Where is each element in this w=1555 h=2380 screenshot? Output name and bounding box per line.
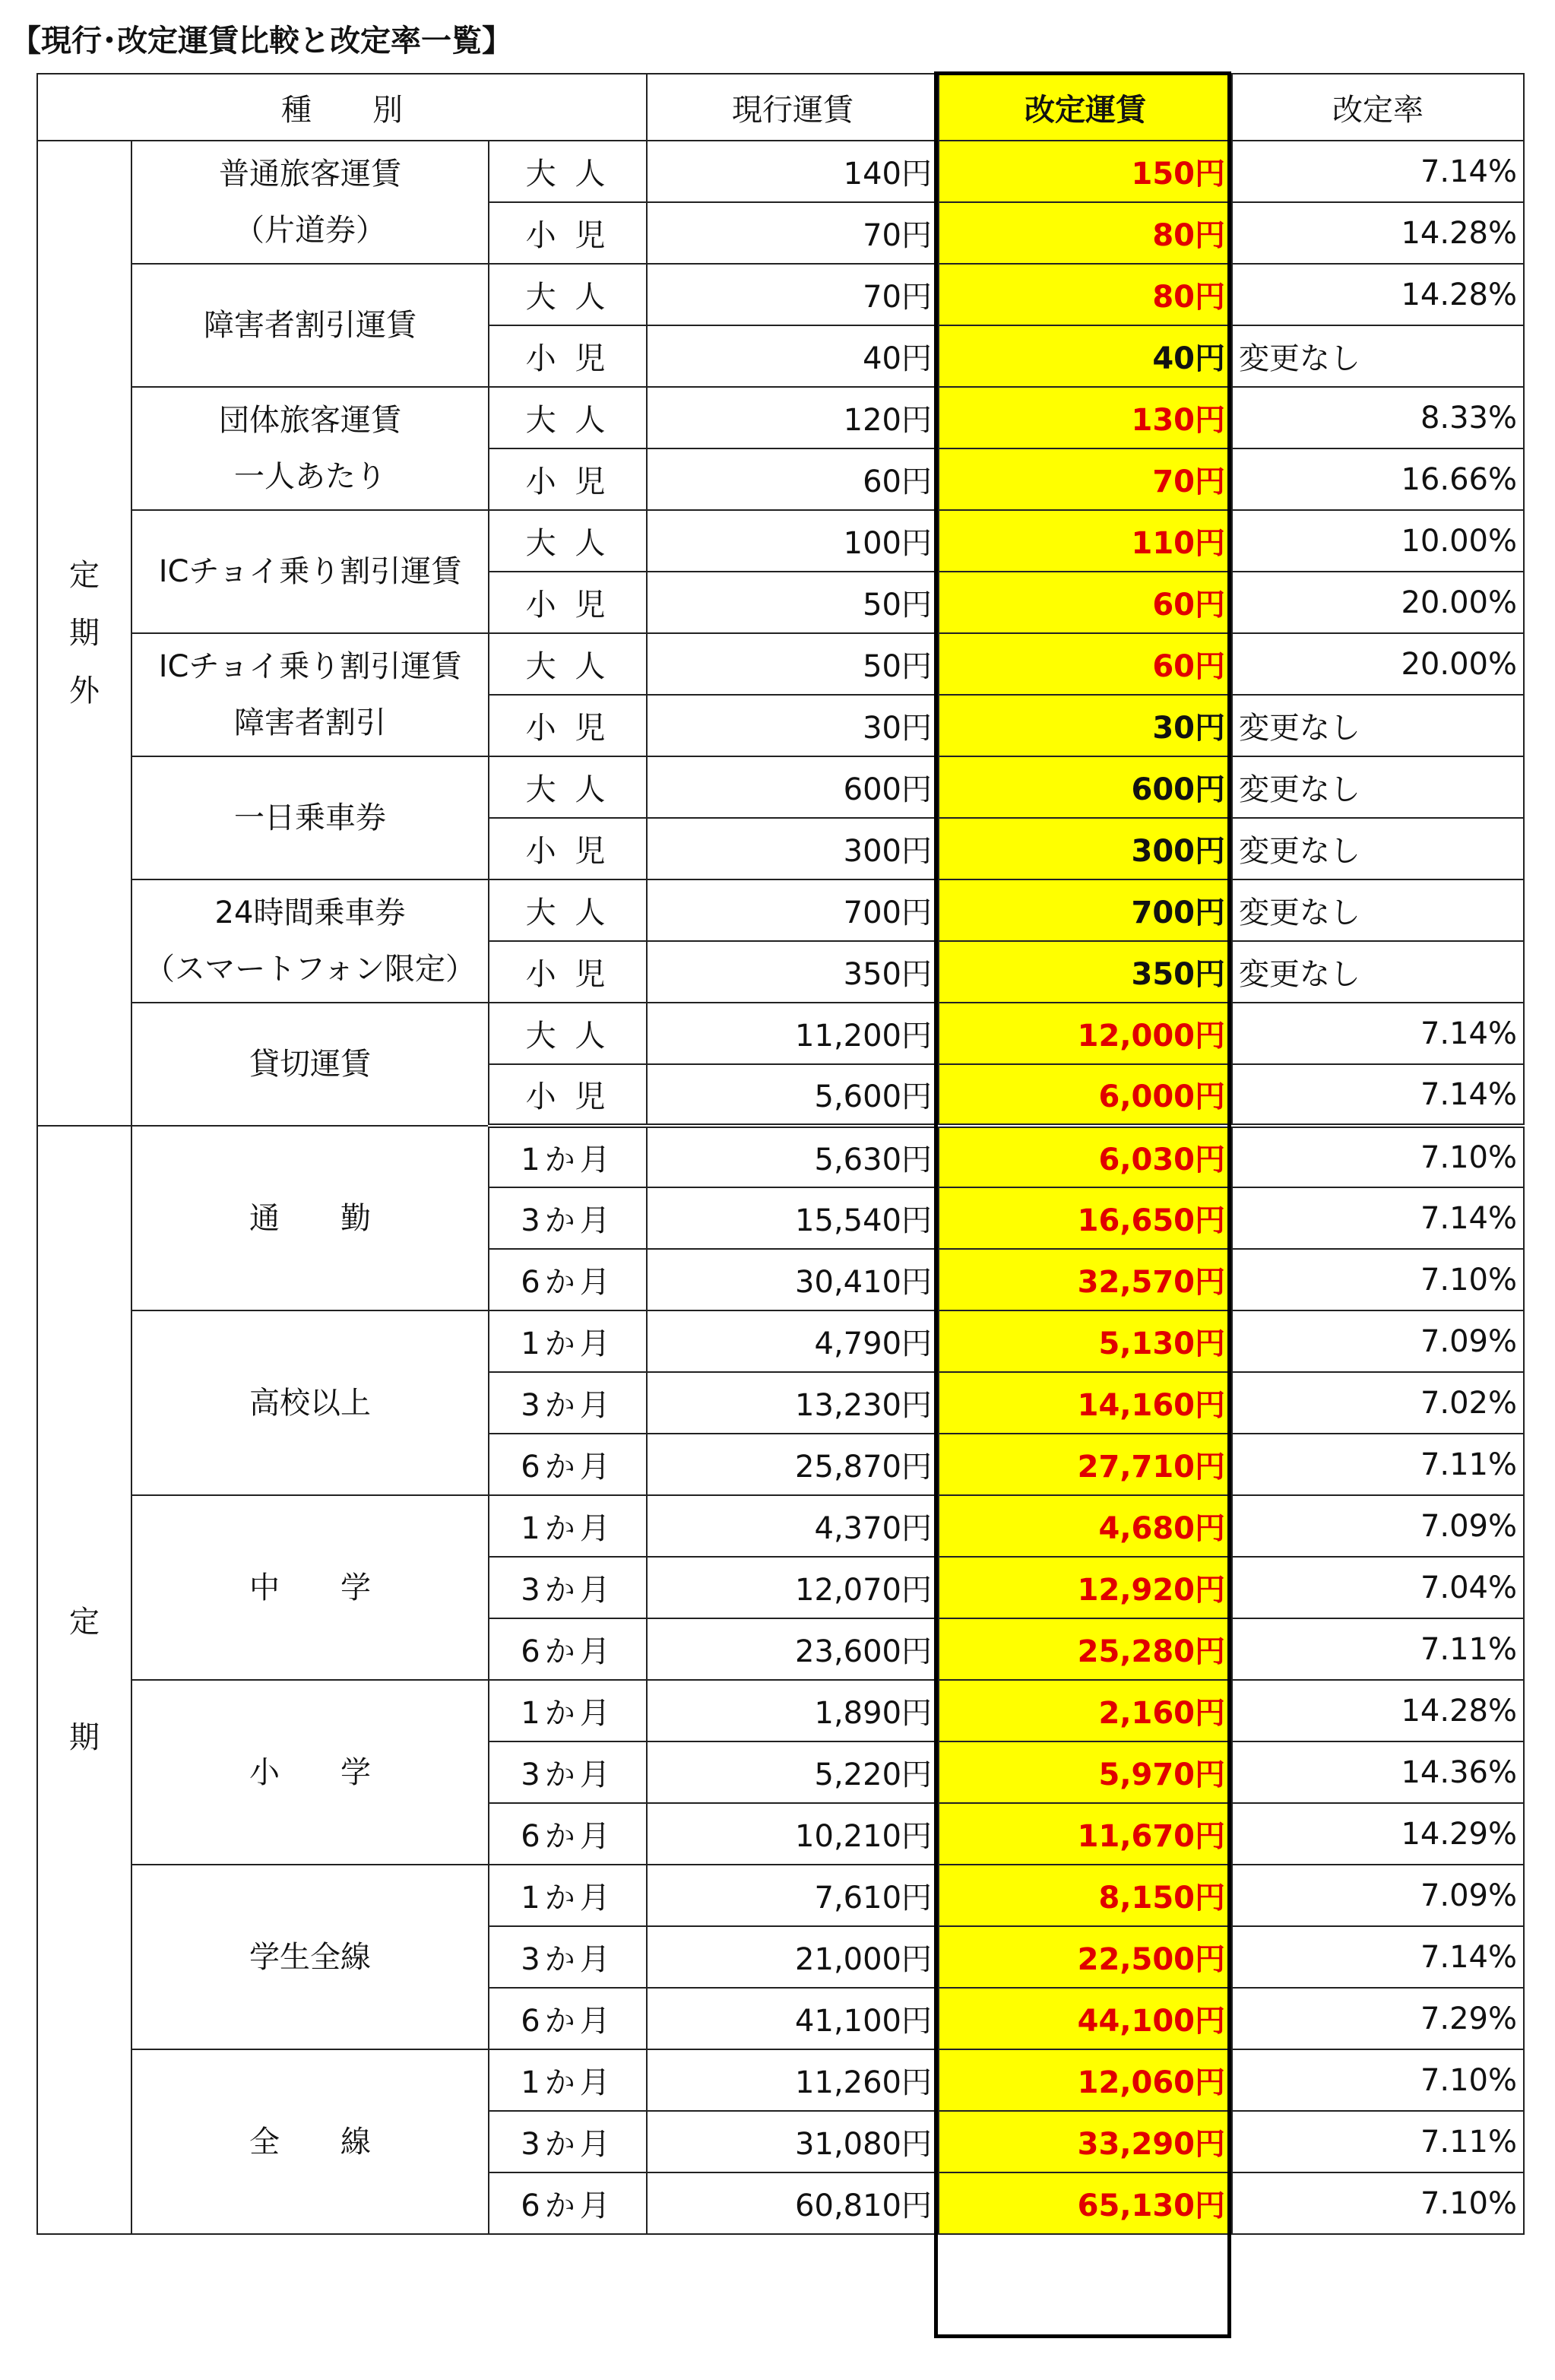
fare-category: 通 勤	[131, 1126, 489, 1310]
revision-rate: 20.00%	[1232, 572, 1524, 633]
current-fare: 12,070円	[647, 1557, 939, 1618]
revision-rate: 20.00%	[1232, 633, 1524, 695]
table-row	[37, 1003, 1524, 1064]
passenger-class: 大 人	[489, 264, 647, 325]
revision-rate: 7.02%	[1232, 1372, 1524, 1434]
revision-rate: 7.09%	[1232, 1865, 1524, 1926]
revised-fare: 12,060円	[939, 2049, 1232, 2111]
passenger-class: 小 児	[489, 572, 647, 633]
revised-fare: 65,130円	[939, 2172, 1232, 2234]
revision-rate: 7.11%	[1232, 1618, 1524, 1680]
current-fare: 7,610円	[647, 1865, 939, 1926]
revision-rate: 14.28%	[1232, 1680, 1524, 1741]
passenger-class: 1か月	[489, 2049, 647, 2111]
fare-category: 普通旅客運賃 （片道券）	[131, 141, 489, 264]
current-fare: 11,260円	[647, 2049, 939, 2111]
revision-rate: 7.14%	[1232, 1064, 1524, 1126]
revision-rate: 7.10%	[1232, 1249, 1524, 1310]
revised-fare: 80円	[939, 202, 1232, 264]
passenger-class: 6か月	[489, 1988, 647, 2049]
table-header-row	[37, 74, 1524, 141]
table-row	[37, 2049, 1524, 2111]
passenger-class: 小 児	[489, 448, 647, 510]
table-row	[37, 1680, 1524, 1741]
current-fare: 10,210円	[647, 1803, 939, 1865]
table-row	[37, 264, 1524, 325]
revision-rate: 7.09%	[1232, 1495, 1524, 1557]
fare-category: ICチョイ乗り割引運賃 障害者割引	[131, 633, 489, 756]
revised-fare: 5,130円	[939, 1310, 1232, 1372]
current-fare: 350円	[647, 941, 939, 1003]
revision-rate: 変更なし	[1232, 756, 1524, 818]
revised-fare: 8,150円	[939, 1865, 1232, 1926]
passenger-class: 小 児	[489, 941, 647, 1003]
table-row	[37, 141, 1524, 202]
passenger-class: 小 児	[489, 202, 647, 264]
revision-rate: 14.29%	[1232, 1803, 1524, 1865]
header-current-fare: 現行運賃	[647, 74, 939, 141]
passenger-class: 6か月	[489, 2172, 647, 2234]
revised-fare: 12,000円	[939, 1003, 1232, 1064]
revision-rate: 変更なし	[1232, 941, 1524, 1003]
fare-category: 24時間乗車券 （スマートフォン限定）	[131, 879, 489, 1003]
table-row	[37, 387, 1524, 448]
group-label: 定 期 外	[37, 141, 131, 1126]
current-fare: 50円	[647, 633, 939, 695]
revision-rate: 8.33%	[1232, 387, 1524, 448]
revised-fare: 33,290円	[939, 2111, 1232, 2172]
revised-fare: 150円	[939, 141, 1232, 202]
current-fare: 4,790円	[647, 1310, 939, 1372]
table-row	[37, 756, 1524, 818]
fare-category: 高校以上	[131, 1310, 489, 1495]
passenger-class: 6か月	[489, 1249, 647, 1310]
current-fare: 5,600円	[647, 1064, 939, 1126]
passenger-class: 小 児	[489, 325, 647, 387]
revision-rate: 7.04%	[1232, 1557, 1524, 1618]
revised-fare: 130円	[939, 387, 1232, 448]
current-fare: 5,630円	[647, 1126, 939, 1187]
fare-category: 中 学	[131, 1495, 489, 1680]
passenger-class: 6か月	[489, 1803, 647, 1865]
current-fare: 13,230円	[647, 1372, 939, 1434]
current-fare: 30円	[647, 695, 939, 756]
current-fare: 300円	[647, 818, 939, 879]
revision-rate: 7.11%	[1232, 2111, 1524, 2172]
passenger-class: 3か月	[489, 1926, 647, 1988]
passenger-class: 1か月	[489, 1310, 647, 1372]
revised-fare: 6,000円	[939, 1064, 1232, 1126]
header-revision-rate: 改定率	[1232, 74, 1524, 141]
revision-rate: 14.36%	[1232, 1741, 1524, 1803]
passenger-class: 大 人	[489, 510, 647, 572]
fare-comparison-table	[36, 73, 1525, 2235]
revision-rate: 変更なし	[1232, 325, 1524, 387]
revised-fare: 5,970円	[939, 1741, 1232, 1803]
fare-category: 障害者割引運賃	[131, 264, 489, 387]
current-fare: 700円	[647, 879, 939, 941]
group-label: 定 期	[37, 1126, 131, 2234]
revised-fare: 80円	[939, 264, 1232, 325]
revised-fare: 60円	[939, 572, 1232, 633]
table-row	[37, 1865, 1524, 1926]
passenger-class: 3か月	[489, 1372, 647, 1434]
passenger-class: 1か月	[489, 1126, 647, 1187]
passenger-class: 大 人	[489, 756, 647, 818]
current-fare: 11,200円	[647, 1003, 939, 1064]
passenger-class: 3か月	[489, 1557, 647, 1618]
current-fare: 1,890円	[647, 1680, 939, 1741]
current-fare: 4,370円	[647, 1495, 939, 1557]
current-fare: 70円	[647, 202, 939, 264]
fare-category: 貸切運賃	[131, 1003, 489, 1126]
revised-fare: 11,670円	[939, 1803, 1232, 1865]
current-fare: 30,410円	[647, 1249, 939, 1310]
revision-rate: 14.28%	[1232, 202, 1524, 264]
revised-fare: 4,680円	[939, 1495, 1232, 1557]
table-row	[37, 1310, 1524, 1372]
passenger-class: 大 人	[489, 141, 647, 202]
revised-fare: 2,160円	[939, 1680, 1232, 1741]
passenger-class: 小 児	[489, 695, 647, 756]
current-fare: 21,000円	[647, 1926, 939, 1988]
current-fare: 70円	[647, 264, 939, 325]
revised-fare: 600円	[939, 756, 1232, 818]
current-fare: 5,220円	[647, 1741, 939, 1803]
current-fare: 120円	[647, 387, 939, 448]
revision-rate: 7.29%	[1232, 1988, 1524, 2049]
current-fare: 100円	[647, 510, 939, 572]
revision-rate: 7.14%	[1232, 1003, 1524, 1064]
revised-fare: 60円	[939, 633, 1232, 695]
revision-rate: 変更なし	[1232, 695, 1524, 756]
passenger-class: 3か月	[489, 2111, 647, 2172]
passenger-class: 1か月	[489, 1495, 647, 1557]
table-row	[37, 510, 1524, 572]
fare-category: 団体旅客運賃 一人あたり	[131, 387, 489, 510]
revised-fare: 25,280円	[939, 1618, 1232, 1680]
passenger-class: 大 人	[489, 879, 647, 941]
revised-fare: 22,500円	[939, 1926, 1232, 1988]
document-title: 【現行･改定運賃比較と改定率一覧】	[11, 24, 512, 59]
passenger-class: 3か月	[489, 1741, 647, 1803]
current-fare: 31,080円	[647, 2111, 939, 2172]
revised-fare: 27,710円	[939, 1434, 1232, 1495]
table-row	[37, 879, 1524, 941]
revised-fare: 16,650円	[939, 1187, 1232, 1249]
revision-rate: 7.11%	[1232, 1434, 1524, 1495]
current-fare: 600円	[647, 756, 939, 818]
header-type: 種 別	[37, 74, 647, 141]
revision-rate: 16.66%	[1232, 448, 1524, 510]
fare-category: 一日乗車券	[131, 756, 489, 879]
table-row	[37, 1126, 1524, 1187]
passenger-class: 6か月	[489, 1618, 647, 1680]
table-row	[37, 633, 1524, 695]
passenger-class: 大 人	[489, 387, 647, 448]
revised-fare: 40円	[939, 325, 1232, 387]
revision-rate: 7.10%	[1232, 2049, 1524, 2111]
revised-fare: 12,920円	[939, 1557, 1232, 1618]
fare-category: 全 線	[131, 2049, 489, 2234]
passenger-class: 1か月	[489, 1680, 647, 1741]
revision-rate: 7.09%	[1232, 1310, 1524, 1372]
passenger-class: 大 人	[489, 1003, 647, 1064]
fare-category: 学生全線	[131, 1865, 489, 2049]
current-fare: 25,870円	[647, 1434, 939, 1495]
fare-table-body	[37, 74, 1524, 2234]
revised-fare: 70円	[939, 448, 1232, 510]
revised-fare: 14,160円	[939, 1372, 1232, 1434]
revision-rate: 14.28%	[1232, 264, 1524, 325]
current-fare: 50円	[647, 572, 939, 633]
revised-fare: 32,570円	[939, 1249, 1232, 1310]
revised-fare: 700円	[939, 879, 1232, 941]
revision-rate: 変更なし	[1232, 879, 1524, 941]
fare-category: ICチョイ乗り割引運賃	[131, 510, 489, 633]
revision-rate: 7.14%	[1232, 1926, 1524, 1988]
revised-fare: 44,100円	[939, 1988, 1232, 2049]
revision-rate: 変更なし	[1232, 818, 1524, 879]
revised-fare: 30円	[939, 695, 1232, 756]
current-fare: 15,540円	[647, 1187, 939, 1249]
passenger-class: 6か月	[489, 1434, 647, 1495]
revision-rate: 10.00%	[1232, 510, 1524, 572]
table-row	[37, 1495, 1524, 1557]
current-fare: 60円	[647, 448, 939, 510]
passenger-class: 1か月	[489, 1865, 647, 1926]
passenger-class: 小 児	[489, 1064, 647, 1126]
passenger-class: 3か月	[489, 1187, 647, 1249]
fare-category: 小 学	[131, 1680, 489, 1865]
revision-rate: 7.14%	[1232, 1187, 1524, 1249]
revised-fare: 110円	[939, 510, 1232, 572]
revision-rate: 7.14%	[1232, 141, 1524, 202]
passenger-class: 大 人	[489, 633, 647, 695]
passenger-class: 小 児	[489, 818, 647, 879]
revision-rate: 7.10%	[1232, 2172, 1524, 2234]
current-fare: 23,600円	[647, 1618, 939, 1680]
revision-rate: 7.10%	[1232, 1126, 1524, 1187]
revised-fare: 350円	[939, 941, 1232, 1003]
current-fare: 40円	[647, 325, 939, 387]
current-fare: 60,810円	[647, 2172, 939, 2234]
current-fare: 41,100円	[647, 1988, 939, 2049]
current-fare: 140円	[647, 141, 939, 202]
revised-fare: 300円	[939, 818, 1232, 879]
header-revised-fare: 改定運賃	[939, 74, 1232, 141]
revised-fare: 6,030円	[939, 1126, 1232, 1187]
